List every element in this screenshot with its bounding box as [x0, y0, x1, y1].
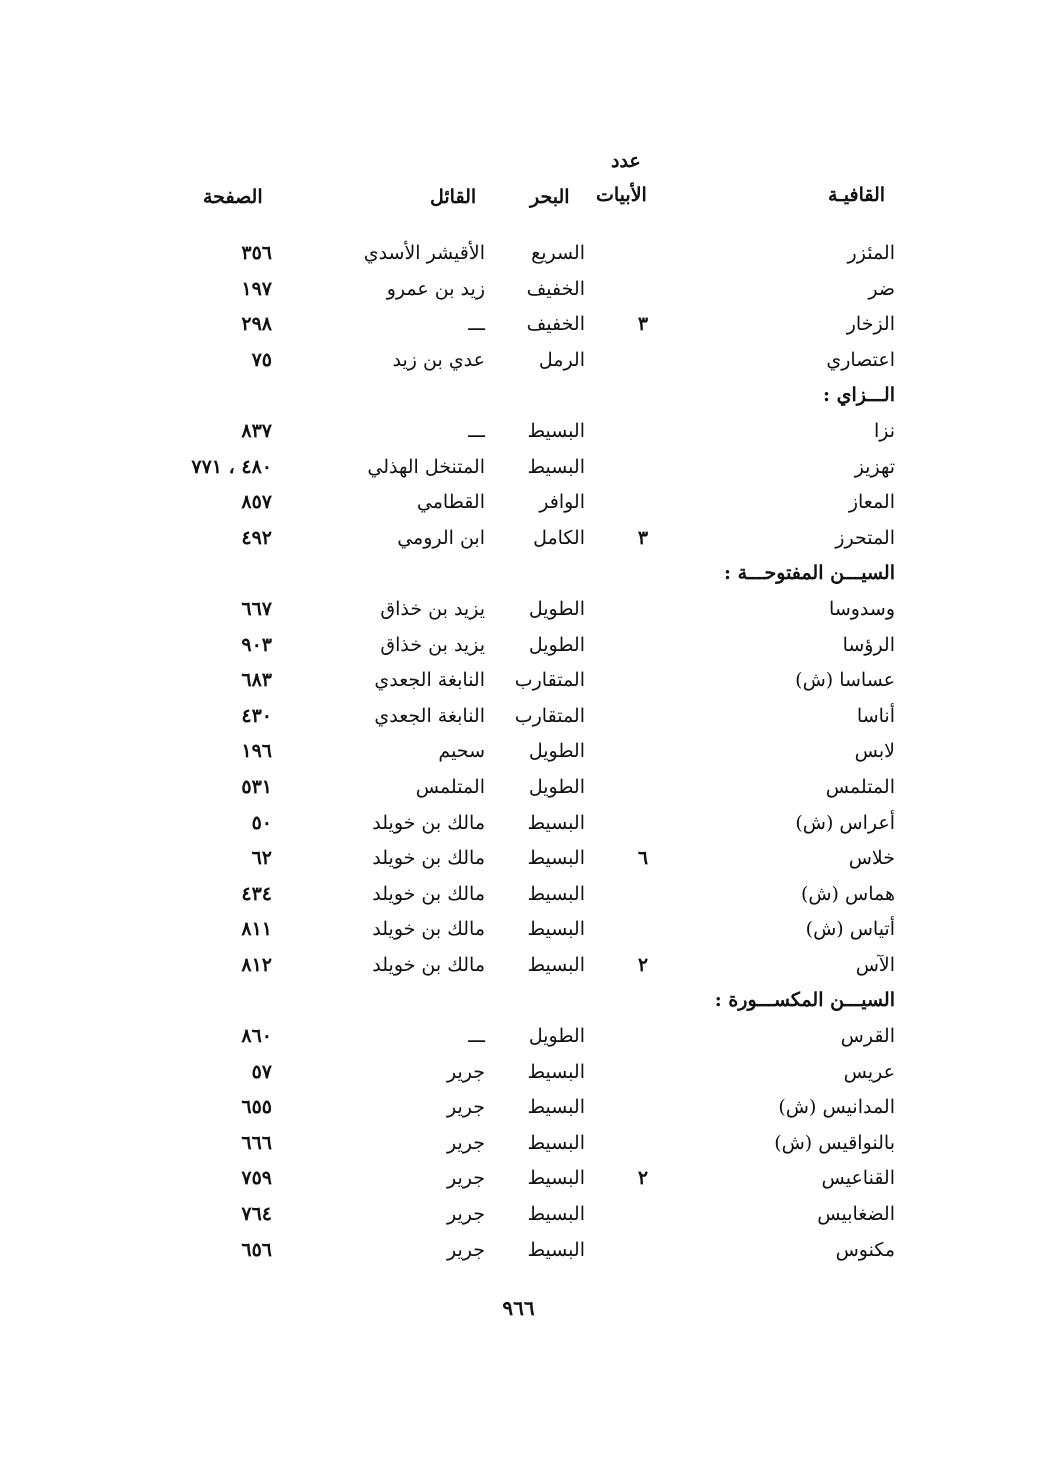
table-row — [0, 774, 1037, 810]
rhyme-cell: المتحرز — [835, 526, 895, 549]
meter-cell: البسيط — [527, 1060, 585, 1083]
meter-cell: الخفيف — [526, 313, 585, 336]
rhyme-cell: الزخار — [846, 313, 895, 336]
rhyme-cell: مكنوس — [835, 1238, 895, 1261]
rhyme-cell: الآس — [855, 953, 895, 976]
page-cell: ٦٥٥ — [241, 1096, 272, 1119]
meter-cell: الطويل — [528, 633, 585, 656]
poet-cell: النابغة الجعدي — [374, 704, 485, 727]
meter-cell: البسيط — [527, 1131, 585, 1154]
rhyme-cell: تهزيز — [854, 455, 895, 478]
meter-cell: الطويل — [528, 597, 585, 620]
table-row — [0, 276, 1037, 312]
rhyme-cell: القرس — [840, 1025, 895, 1048]
meter-cell: البسيط — [527, 1203, 585, 1226]
table-row — [0, 311, 1037, 347]
rhyme-cell: الضغابيس — [817, 1203, 895, 1226]
table-row — [0, 596, 1037, 632]
meter-cell: البسيط — [527, 847, 585, 870]
poet-cell: جرير — [447, 1060, 485, 1083]
table-row — [0, 1023, 1037, 1059]
meter-cell: الطويل — [528, 740, 585, 763]
page-cell: ٦٦٧ — [241, 597, 272, 620]
header-meter: البحر — [530, 186, 570, 208]
table-row — [0, 738, 1037, 774]
rhyme-cell: المتلمس — [825, 775, 895, 798]
table-row — [0, 454, 1037, 490]
rhyme-cell: المدانيس (ش) — [778, 1096, 895, 1119]
table-row — [0, 845, 1037, 881]
poet-cell: جرير — [447, 1131, 485, 1154]
table-row — [0, 1201, 1037, 1237]
page-cell: ٤٩٢ — [241, 526, 272, 549]
page-cell: ٨١١ — [241, 918, 272, 941]
page-cell: ٧٥ — [251, 348, 272, 371]
verse-count-cell: ٦ — [637, 847, 649, 870]
rhyme-cell: القناعيس — [821, 1167, 895, 1190]
rhyme-cell: هماس (ش) — [800, 882, 895, 905]
page-cell: ٤٣٤ — [241, 882, 272, 905]
meter-cell: المتقارب — [514, 704, 585, 727]
rhyme-cell: السيـــن المكســـورة : — [714, 989, 895, 1012]
section-heading-row — [0, 382, 1037, 418]
header-count-top: عدد — [611, 150, 641, 172]
rhyme-cell: أتياس (ش) — [805, 918, 895, 941]
page-cell: ٢٩٨ — [241, 313, 272, 336]
rhyme-cell: عساسا (ش) — [795, 669, 895, 692]
page-cell: ٣٥٦ — [241, 242, 272, 264]
page-cell: ٨١٢ — [241, 953, 272, 976]
page-cell: ٨٦٠ — [241, 1025, 272, 1048]
page-cell: ٧٦٤ — [241, 1203, 272, 1226]
rhyme-cell: أعراس (ش) — [795, 811, 895, 834]
rhyme-cell: بالنواقيس (ش) — [774, 1131, 895, 1154]
poet-cell: ابن الرومي — [397, 526, 485, 549]
section-heading-row — [0, 560, 1037, 596]
table-row — [0, 1094, 1037, 1130]
table-row — [0, 810, 1037, 846]
meter-cell: الرمل — [538, 348, 585, 371]
poet-cell: المتنخل الهذلي — [367, 455, 485, 478]
page-cell: ٦٦٦ — [241, 1131, 272, 1154]
poet-cell: عدي بن زيد — [392, 348, 485, 371]
rhyme-cell: المئزر — [847, 242, 895, 264]
table-row — [0, 667, 1037, 703]
table-row — [0, 418, 1037, 454]
poet-cell: جرير — [447, 1238, 485, 1261]
page-cell: ١٩٧ — [241, 277, 272, 300]
page-cell: ٦٥٦ — [241, 1238, 272, 1261]
rhyme-cell: اعتصاري — [826, 348, 895, 371]
table-row — [0, 1165, 1037, 1201]
poet-cell: جرير — [447, 1167, 485, 1190]
section-heading-row — [0, 987, 1037, 1023]
poet-cell: يزيد بن خذاق — [380, 597, 485, 620]
poet-cell: جرير — [447, 1203, 485, 1226]
meter-cell: البسيط — [527, 882, 585, 905]
verse-count-cell: ٢ — [637, 953, 649, 976]
page-cell: ٦٨٣ — [241, 669, 272, 692]
poet-cell: مالك بن خويلد — [372, 811, 485, 834]
verse-count-cell: ٣ — [637, 313, 649, 336]
poet-cell: ـــ — [468, 313, 485, 336]
rhyme-cell: السيـــن المفتوحـــة : — [724, 562, 895, 585]
header-rhyme: القافيـة — [828, 184, 886, 206]
poet-cell: ـــ — [468, 419, 485, 442]
meter-cell: الوافر — [539, 491, 585, 514]
meter-cell: السريع — [531, 242, 585, 264]
meter-cell: البسيط — [527, 1096, 585, 1119]
verse-count-cell: ٢ — [637, 1167, 649, 1190]
table-row — [0, 632, 1037, 668]
page-cell: ٤٨٠ ، ٧٧١ — [191, 455, 272, 478]
poet-cell: مالك بن خويلد — [372, 847, 485, 870]
rhyme-cell: وسدوسا — [829, 597, 895, 620]
page-cell: ٩٠٣ — [241, 633, 272, 656]
page-cell: ٤٣٠ — [241, 704, 272, 727]
table-row — [0, 525, 1037, 561]
poet-cell: مالك بن خويلد — [372, 882, 485, 905]
table-row — [0, 489, 1037, 525]
meter-cell: البسيط — [527, 419, 585, 442]
poet-cell: الأقيشر الأسدي — [363, 242, 485, 264]
poet-cell: النابغة الجعدي — [374, 669, 485, 692]
table-row — [0, 347, 1037, 383]
meter-cell: الطويل — [528, 1025, 585, 1048]
meter-cell: البسيط — [527, 811, 585, 834]
meter-cell: البسيط — [527, 1238, 585, 1261]
meter-cell: البسيط — [527, 1167, 585, 1190]
table-row — [0, 1130, 1037, 1166]
poet-cell: القطامي — [416, 491, 485, 514]
page-cell: ٦٢ — [251, 847, 272, 870]
meter-cell: الطويل — [528, 775, 585, 798]
rhyme-cell: المعاز — [848, 491, 895, 514]
table-row — [0, 881, 1037, 917]
meter-cell: البسيط — [527, 455, 585, 478]
rhyme-cell: الـــزاي : — [822, 384, 895, 407]
poet-cell: سحيم — [438, 740, 485, 763]
table-row — [0, 1237, 1037, 1273]
page-cell: ٨٥٧ — [241, 491, 272, 514]
rhyme-cell: أناسا — [856, 704, 895, 727]
poet-cell: جرير — [447, 1096, 485, 1119]
page-cell: ٥٠ — [251, 811, 272, 834]
meter-cell: الكامل — [533, 526, 585, 549]
poet-cell: زيد بن عمرو — [386, 277, 485, 300]
rhyme-cell: خلاس — [848, 847, 895, 870]
page-cell: ٥٧ — [251, 1060, 272, 1083]
poet-cell: ـــ — [468, 1025, 485, 1048]
meter-cell: الخفيف — [526, 277, 585, 300]
rhyme-cell: نزا — [873, 419, 895, 442]
verse-count-cell: ٣ — [637, 526, 649, 549]
poet-cell: يزيد بن خذاق — [380, 633, 485, 656]
poet-cell: مالك بن خويلد — [372, 918, 485, 941]
table-row — [0, 703, 1037, 739]
poet-cell: مالك بن خويلد — [372, 953, 485, 976]
index-table — [0, 240, 1037, 1272]
table-row — [0, 240, 1037, 276]
table-row — [0, 916, 1037, 952]
rhyme-cell: ضر — [868, 277, 895, 300]
meter-cell: المتقارب — [514, 669, 585, 692]
page-cell: ٧٥٩ — [241, 1167, 272, 1190]
rhyme-cell: عريس — [843, 1060, 895, 1083]
page-cell: ١٩٦ — [241, 740, 272, 763]
header-page: الصفحة — [203, 186, 263, 208]
poet-cell: المتلمس — [415, 775, 485, 798]
header-verse-count: الأبيات — [596, 184, 647, 206]
header-poet: القائل — [430, 186, 477, 208]
table-row — [0, 1059, 1037, 1095]
page-cell: ٥٣١ — [241, 775, 272, 798]
page-number: ٩٦٦ — [502, 1296, 535, 1320]
page-cell: ٨٣٧ — [241, 419, 272, 442]
rhyme-cell: لابس — [854, 740, 895, 763]
table-row — [0, 952, 1037, 988]
meter-cell: البسيط — [527, 918, 585, 941]
rhyme-cell: الرؤسا — [842, 633, 895, 656]
meter-cell: البسيط — [527, 953, 585, 976]
